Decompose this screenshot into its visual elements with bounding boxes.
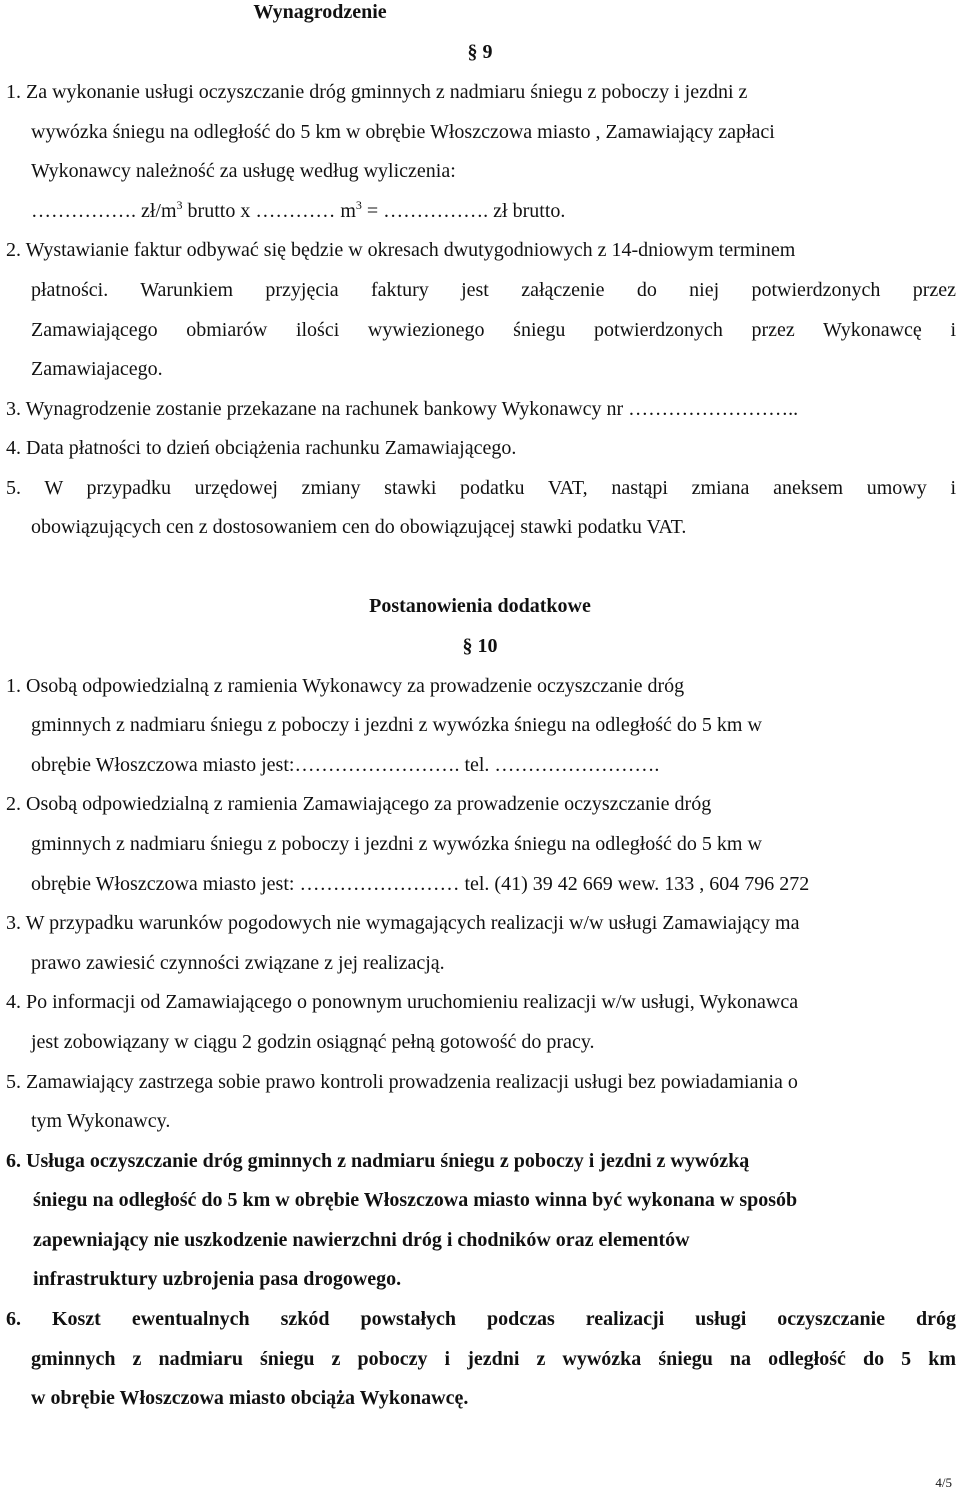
heading-wynagrodzenie: Wynagrodzenie	[253, 1, 387, 23]
s10-i3-line2: prawo zawiesić czynności związane z jej realizacją.	[31, 952, 445, 974]
s9-p2-line1: 2. Wystawianie faktur odbywać się będzie w okresach dwutygodniowych z 14-dniowym terminem	[6, 239, 796, 261]
s10-i6a-line2: śniegu na odległość do 5 km w obrębie Włoszczowa miasto winna być wykonana w sposób	[33, 1189, 798, 1211]
s10-i3-line1: 3. W przypadku warunków pogodowych nie wymagających realizacji w/w usługi Zamawiający ma	[6, 912, 800, 934]
s10-i6b-line2: gminnych z nadmiaru śniegu z poboczy i jezdni z wywózka śniegu na odległość do 5 km	[31, 1348, 956, 1370]
section-9-label: § 9	[467, 41, 493, 63]
volume-field: brutto x ………… m	[182, 200, 356, 222]
unit-exponent: 3	[176, 198, 183, 212]
s9-p4: 4. Data płatności to dzień obciążenia rachunku Zamawiającego.	[6, 437, 517, 459]
s9-p1-line3: Wykonawcy należność za usługę według wyliczenia:	[31, 160, 456, 182]
s10-i5-line1: 5. Zamawiający zastrzega sobie prawo kontroli prowadzenia realizacji usługi bez powiadamiania o	[6, 1071, 798, 1093]
s9-p3: 3. Wynagrodzenie zostanie przekazane na rachunek bankowy Wykonawcy nr ……………………..	[6, 398, 799, 420]
s10-i2-line2: gminnych z nadmiaru śniegu z poboczy i jezdni z wywózka śniegu na odległość do 5 km w	[31, 833, 762, 855]
s10-i6a-line4: infrastruktury uzbrojenia pasa drogowego.	[33, 1268, 402, 1290]
s10-i1-line1: 1. Osobą odpowiedzialną z ramienia Wykonawcy za prowadzenie oczyszczanie dróg	[6, 675, 685, 697]
s10-i1-line2: gminnych z nadmiaru śniegu z poboczy i jezdni z wywózka śniegu na odległość do 5 km w	[31, 714, 762, 736]
s10-i4-line2: jest zobowiązany w ciągu 2 godzin osiągnąć pełną gotowość do pracy.	[31, 1031, 595, 1053]
unit-exponent: 3	[355, 198, 362, 212]
s10-i6b-line1: 6. Koszt ewentualnych szkód powstałych podczas realizacji usługi oczyszczanie dróg	[6, 1308, 956, 1330]
total-field: = ……………. zł brutto.	[361, 200, 566, 222]
s9-p2-line2: płatności. Warunkiem przyjęcia faktury jest załączenie do niej potwierdzonych przez	[31, 279, 956, 301]
s10-i5-line2: tym Wykonawcy.	[31, 1110, 171, 1132]
s10-i2-line1: 2. Osobą odpowiedzialną z ramienia Zamawiającego za prowadzenie oczyszczanie dróg	[6, 793, 712, 815]
s9-p1-line1: 1. Za wykonanie usługi oczyszczanie dróg gminnych z nadmiaru śniegu z poboczy i jezdni z	[6, 81, 748, 103]
s9-p5-line1: 5. W przypadku urzędowej zmiany stawki podatku VAT, nastąpi zmiana aneksem umowy i	[6, 477, 956, 499]
section-10-label: § 10	[462, 635, 498, 657]
s9-p5-line2: obowiązujących cen z dostosowaniem cen do obowiązującej stawki podatku VAT.	[31, 516, 687, 538]
s10-i6a-line1: 6. Usługa oczyszczanie dróg gminnych z nadmiaru śniegu z poboczy i jezdni z wywózką	[6, 1150, 750, 1172]
s10-i2-line3: obrębie Włoszczowa miasto jest: …………………… tel. (41) 39 42 669 wew. 133 , 604 796 272	[31, 873, 810, 895]
s10-i6a-line3: zapewniający nie uszkodzenie nawierzchni dróg i chodników oraz elementów	[33, 1229, 690, 1251]
s9-p2-line3: Zamawiającego obmiarów ilości wywiezionego śniegu potwierdzonych przez Wykonawcę i	[31, 319, 956, 341]
page-number: 4/5	[935, 1475, 952, 1490]
rate-field: ……………. zł/m	[31, 200, 177, 222]
s9-p1-line2: wywózka śniegu na odległość do 5 km w obrębie Włoszczowa miasto , Zamawiający zapłaci	[31, 121, 775, 143]
s10-i6b-line3: w obrębie Włoszczowa miasto obciąża Wykonawcę.	[31, 1387, 469, 1409]
s9-p1-calculation	[31, 199, 565, 223]
heading-postanowienia-dodatkowe: Postanowienia dodatkowe	[369, 595, 591, 617]
s10-i1-line3: obrębie Włoszczowa miasto jest:……………………. tel. …………………….	[31, 754, 660, 776]
s10-i4-line1: 4. Po informacji od Zamawiającego o ponownym uruchomieniu realizacji w/w usługi, Wykonawca	[6, 991, 799, 1013]
s9-p2-line4: Zamawiajacego.	[31, 358, 163, 380]
